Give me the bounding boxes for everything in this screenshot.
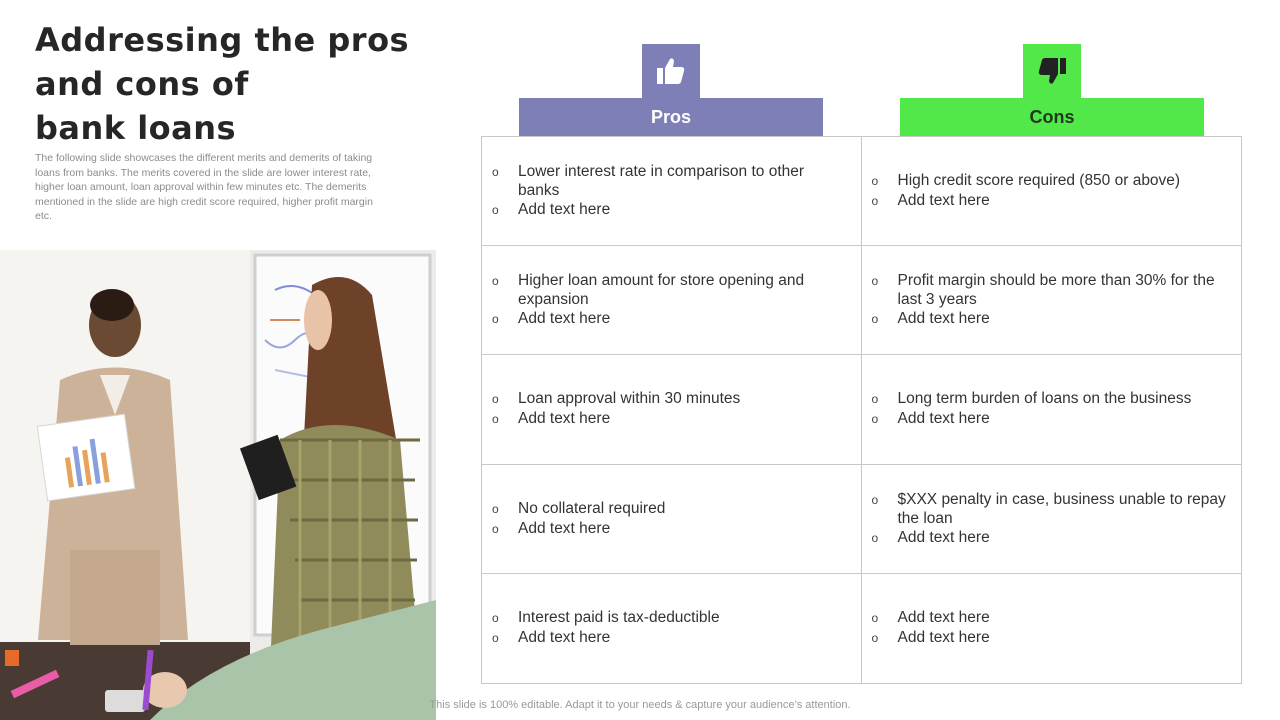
bullet-icon: o: [871, 392, 879, 407]
slide-title: [35, 18, 415, 150]
item-text: Loan approval within 30 minutes: [518, 390, 741, 408]
list-item: [492, 309, 847, 329]
list-item: [872, 490, 1228, 528]
list-item: [492, 271, 847, 309]
slide-description: The following slide showcases the different merits and demerits of taking loans from banks. The merits covered in the slide are lower interest rate, higher loan amount, loan approval within few minutes etc. The demerits mentioned in the slide are high credit score required, higher profit margin etc.: [35, 152, 373, 222]
bullet-icon: o: [492, 274, 499, 289]
thumbs-up-icon: [656, 57, 686, 85]
item-text: Add text here: [897, 629, 990, 647]
bullet-icon: o: [492, 203, 499, 218]
list-item: [872, 608, 1228, 628]
item-text: Add text here: [897, 528, 990, 546]
bullet-icon: o: [492, 392, 499, 407]
bullet-icon: o: [871, 631, 879, 646]
list-item: [492, 162, 847, 200]
list-item: [872, 309, 1228, 329]
thumbs-down-icon: [1037, 57, 1067, 85]
bullet-icon: o: [871, 611, 879, 626]
list-item: [872, 191, 1228, 211]
pros-icon-box: [642, 44, 700, 98]
list-item: [872, 171, 1228, 191]
cons-header: [900, 98, 1204, 136]
bullet-icon: o: [492, 312, 499, 327]
list-item: [872, 528, 1228, 548]
cons-cell: [862, 137, 1242, 246]
title-line: bank loans: [35, 109, 237, 147]
bullet-icon: o: [871, 530, 879, 545]
cons-icon-box: [1023, 44, 1081, 98]
title-line: Addressing the pros: [35, 21, 410, 59]
pros-cell: [482, 574, 862, 683]
item-text: High credit score required (850 or above): [897, 172, 1181, 190]
list-item: [872, 389, 1228, 409]
business-meeting-photo: [0, 250, 436, 720]
bullet-icon: o: [871, 312, 879, 327]
bullet-icon: o: [492, 611, 499, 626]
bullet-icon: o: [492, 412, 499, 427]
item-text: Add text here: [518, 410, 611, 428]
item-text: Add text here: [897, 609, 990, 627]
item-text: Long term burden of loans on the business: [897, 390, 1192, 408]
bullet-icon: o: [871, 194, 879, 209]
item-text: Add text here: [897, 192, 990, 210]
pros-header: [519, 98, 823, 136]
bullet-icon: o: [871, 492, 879, 507]
pros-cell: [482, 465, 862, 574]
item-text: $XXX penalty in case, business unable to repay the loan: [897, 490, 1226, 527]
item-text: Add text here: [897, 410, 990, 428]
bullet-icon: o: [871, 412, 879, 427]
cons-cell: [862, 465, 1242, 574]
list-item: [872, 628, 1228, 648]
list-item: [492, 628, 847, 648]
cons-cell: [862, 246, 1242, 355]
list-item: [492, 608, 847, 628]
item-text: Add text here: [518, 201, 611, 219]
list-item: [492, 499, 847, 519]
list-item: [872, 271, 1228, 309]
item-text: No collateral required: [518, 499, 666, 517]
list-item: [492, 519, 847, 539]
bullet-icon: o: [492, 165, 499, 180]
pros-cell: [482, 137, 862, 246]
list-item: [492, 200, 847, 220]
bullet-icon: o: [871, 274, 879, 289]
item-text: Interest paid is tax-deductible: [518, 609, 720, 627]
item-text: Lower interest rate in comparison to other banks: [518, 163, 805, 200]
list-item: [492, 389, 847, 409]
bullet-icon: o: [492, 521, 499, 536]
list-item: [492, 409, 847, 429]
item-text: Add text here: [518, 310, 611, 328]
item-text: Add text here: [518, 519, 611, 537]
bullet-icon: o: [871, 174, 879, 189]
pros-cons-table: [481, 136, 1242, 684]
item-text: Profit margin should be more than 30% for the last 3 years: [897, 272, 1215, 309]
bullet-icon: o: [492, 631, 499, 646]
pros-cell: [482, 246, 862, 355]
slide-footer-note: This slide is 100% editable. Adapt it to your needs & capture your audience’s attention.: [429, 699, 851, 711]
pros-cell: [482, 355, 862, 464]
cons-label: Cons: [1029, 106, 1075, 127]
cons-cell: [862, 355, 1242, 464]
item-text: Add text here: [897, 310, 990, 328]
list-item: [872, 409, 1228, 429]
item-text: Add text here: [518, 629, 611, 647]
cons-cell: [862, 574, 1242, 683]
item-text: Higher loan amount for store opening and expansion: [518, 272, 805, 309]
pros-label: Pros: [650, 106, 692, 127]
title-line: and cons of: [35, 65, 249, 103]
bullet-icon: o: [492, 501, 499, 516]
